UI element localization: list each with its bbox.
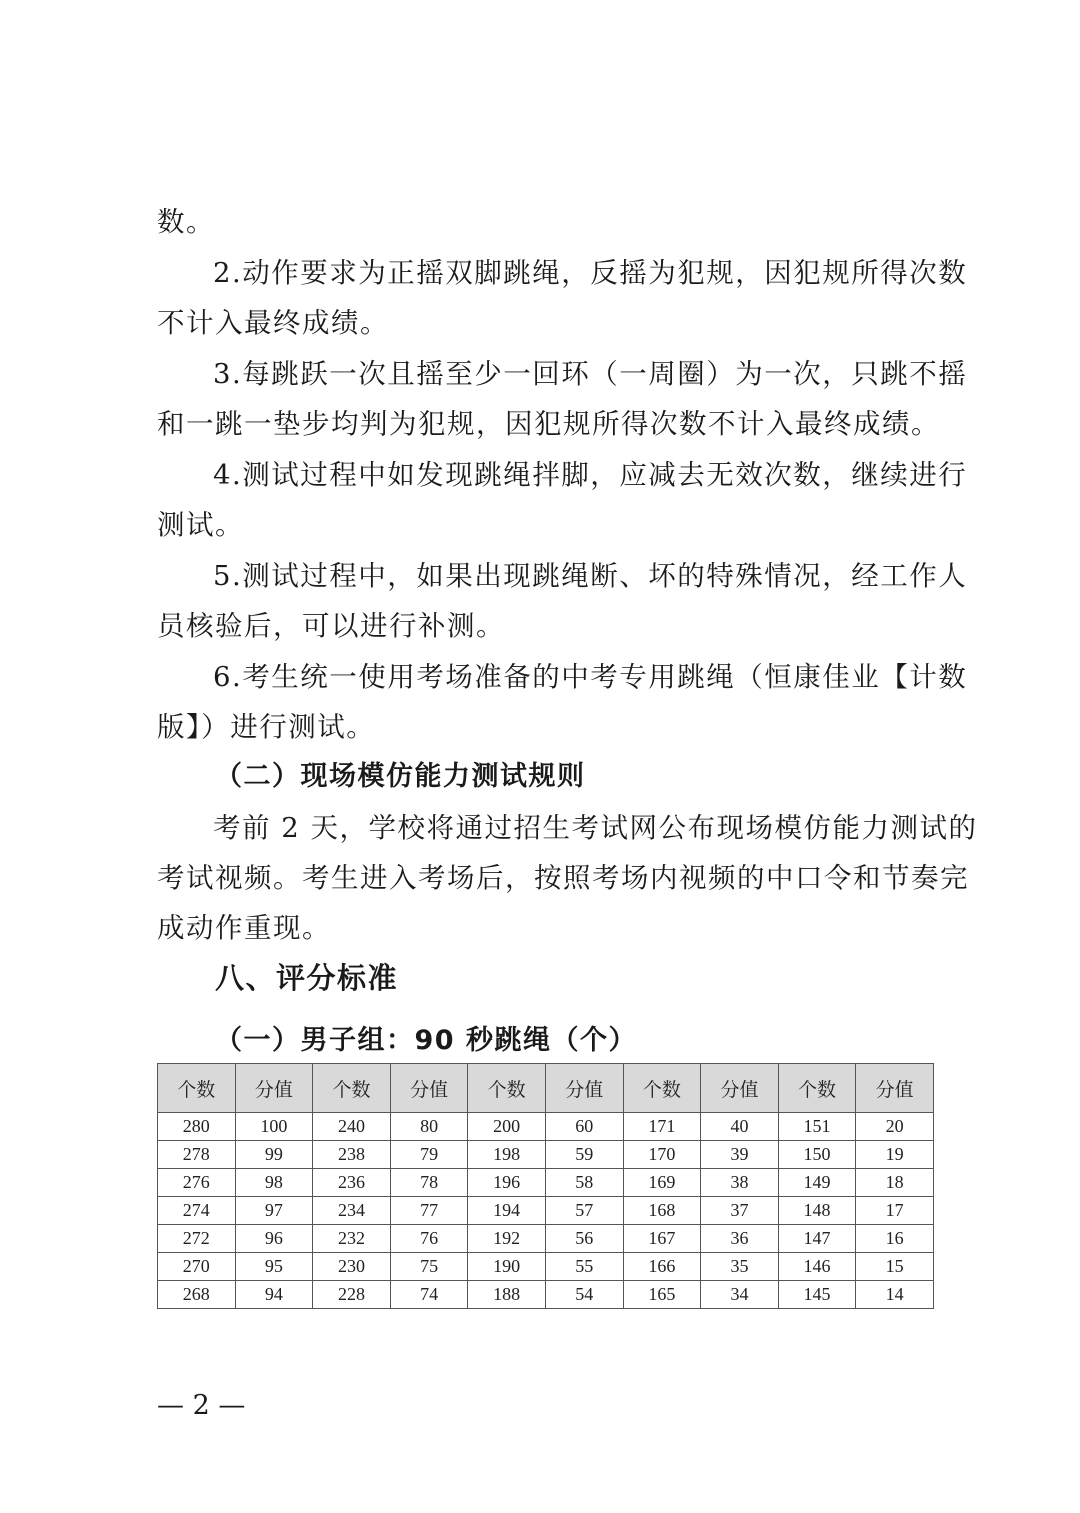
table-cell: 167 — [623, 1225, 701, 1253]
column-header: 分值 — [701, 1064, 779, 1113]
column-header: 个数 — [468, 1064, 546, 1113]
table-cell: 230 — [313, 1253, 391, 1281]
table-cell: 19 — [856, 1141, 934, 1169]
column-header: 分值 — [235, 1064, 313, 1113]
column-header: 个数 — [158, 1064, 236, 1113]
rule-item-2-line-2: 不计入最终成绩。 — [157, 307, 389, 339]
table-cell: 188 — [468, 1281, 546, 1309]
table-cell: 272 — [158, 1225, 236, 1253]
score-table — [157, 1063, 934, 1309]
table-cell: 34 — [701, 1281, 779, 1309]
column-header: 分值 — [856, 1064, 934, 1113]
column-header: 个数 — [623, 1064, 701, 1113]
table-cell: 76 — [390, 1225, 468, 1253]
section-heading-scoring: 八、评分标准 — [215, 961, 399, 995]
table-cell: 238 — [313, 1141, 391, 1169]
table-cell: 168 — [623, 1197, 701, 1225]
table-cell: 200 — [468, 1113, 546, 1141]
table-row — [158, 1281, 934, 1309]
table-cell: 228 — [313, 1281, 391, 1309]
table-cell: 18 — [856, 1169, 934, 1197]
table-cell: 80 — [390, 1113, 468, 1141]
rule-item-3-line-1: 3.每跳跃一次且摇至少一回环（一周圈）为一次，只跳不摇 — [213, 358, 968, 390]
section-two-line-3: 成动作重现。 — [157, 912, 331, 944]
rule-item-4-line-2: 测试。 — [157, 509, 244, 541]
table-cell: 194 — [468, 1197, 546, 1225]
rule-item-5-line-2: 员核验后，可以进行补测。 — [157, 610, 505, 642]
rule-item-5-line-1: 5.测试过程中，如果出现跳绳断、坏的特殊情况，经工作人 — [213, 560, 968, 592]
table-row — [158, 1197, 934, 1225]
table-cell: 75 — [390, 1253, 468, 1281]
table-cell: 280 — [158, 1113, 236, 1141]
table-cell: 36 — [701, 1225, 779, 1253]
table-cell: 240 — [313, 1113, 391, 1141]
rule-item-4-line-1: 4.测试过程中如发现跳绳拌脚，应减去无效次数，继续进行 — [213, 459, 968, 491]
rule-item-6-line-1: 6.考生统一使用考场准备的中考专用跳绳（恒康佳业【计数 — [213, 661, 968, 693]
table-cell: 270 — [158, 1253, 236, 1281]
table-cell: 278 — [158, 1141, 236, 1169]
table-cell: 35 — [701, 1253, 779, 1281]
table-row — [158, 1113, 934, 1141]
table-row — [158, 1141, 934, 1169]
section-two-line-1: 考前 2 天，学校将通过招生考试网公布现场模仿能力测试的 — [213, 812, 978, 844]
table-cell: 55 — [545, 1253, 623, 1281]
table-cell: 165 — [623, 1281, 701, 1309]
column-header: 分值 — [390, 1064, 468, 1113]
table-cell: 40 — [701, 1113, 779, 1141]
rule-item-6-line-2: 版】）进行测试。 — [157, 711, 376, 743]
table-row — [158, 1169, 934, 1197]
table-cell: 59 — [545, 1141, 623, 1169]
table-cell: 274 — [158, 1197, 236, 1225]
table-cell: 58 — [545, 1169, 623, 1197]
table-header-row — [158, 1064, 934, 1113]
table-cell: 190 — [468, 1253, 546, 1281]
table-cell: 146 — [778, 1253, 856, 1281]
table-cell: 268 — [158, 1281, 236, 1309]
table-cell: 150 — [778, 1141, 856, 1169]
table-cell: 79 — [390, 1141, 468, 1169]
table-title: （一）男子组：90 秒跳绳（个） — [215, 1025, 637, 1056]
table-cell: 14 — [856, 1281, 934, 1309]
rule-item-2-line-1: 2.动作要求为正摇双脚跳绳，反摇为犯规，因犯规所得次数 — [213, 257, 968, 289]
table-row — [158, 1253, 934, 1281]
table-cell: 60 — [545, 1113, 623, 1141]
table-cell: 56 — [545, 1225, 623, 1253]
table-cell: 166 — [623, 1253, 701, 1281]
table-cell: 98 — [235, 1169, 313, 1197]
table-cell: 39 — [701, 1141, 779, 1169]
table-cell: 234 — [313, 1197, 391, 1225]
table-cell: 37 — [701, 1197, 779, 1225]
column-header: 分值 — [545, 1064, 623, 1113]
table-cell: 192 — [468, 1225, 546, 1253]
section-heading-imitation-test: （二）现场模仿能力测试规则 — [215, 761, 586, 792]
table-cell: 16 — [856, 1225, 934, 1253]
table-cell: 196 — [468, 1169, 546, 1197]
table-cell: 57 — [545, 1197, 623, 1225]
page-number: — 2 — — [157, 1390, 246, 1421]
table-cell: 276 — [158, 1169, 236, 1197]
table-cell: 95 — [235, 1253, 313, 1281]
table-cell: 77 — [390, 1197, 468, 1225]
table-cell: 20 — [856, 1113, 934, 1141]
section-two-line-2: 考试视频。考生进入考场后，按照考场内视频的中口令和节奏完 — [157, 862, 969, 894]
column-header: 个数 — [778, 1064, 856, 1113]
table-cell: 94 — [235, 1281, 313, 1309]
table-cell: 38 — [701, 1169, 779, 1197]
table-cell: 151 — [778, 1113, 856, 1141]
table-row — [158, 1225, 934, 1253]
table-cell: 99 — [235, 1141, 313, 1169]
table-cell: 78 — [390, 1169, 468, 1197]
table-cell: 15 — [856, 1253, 934, 1281]
table-cell: 232 — [313, 1225, 391, 1253]
table-cell: 236 — [313, 1169, 391, 1197]
table-cell: 54 — [545, 1281, 623, 1309]
table-cell: 100 — [235, 1113, 313, 1141]
table-cell: 171 — [623, 1113, 701, 1141]
table-cell: 149 — [778, 1169, 856, 1197]
table-cell: 148 — [778, 1197, 856, 1225]
table-cell: 145 — [778, 1281, 856, 1309]
table-cell: 74 — [390, 1281, 468, 1309]
table-cell: 96 — [235, 1225, 313, 1253]
table-cell: 169 — [623, 1169, 701, 1197]
table-cell: 170 — [623, 1141, 701, 1169]
table-cell: 147 — [778, 1225, 856, 1253]
rule-item-3-line-2: 和一跳一垫步均判为犯规，因犯规所得次数不计入最终成绩。 — [157, 408, 940, 440]
table-cell: 198 — [468, 1141, 546, 1169]
table-cell: 97 — [235, 1197, 313, 1225]
column-header: 个数 — [313, 1064, 391, 1113]
table-cell: 17 — [856, 1197, 934, 1225]
paragraph-line: 数。 — [157, 206, 215, 238]
